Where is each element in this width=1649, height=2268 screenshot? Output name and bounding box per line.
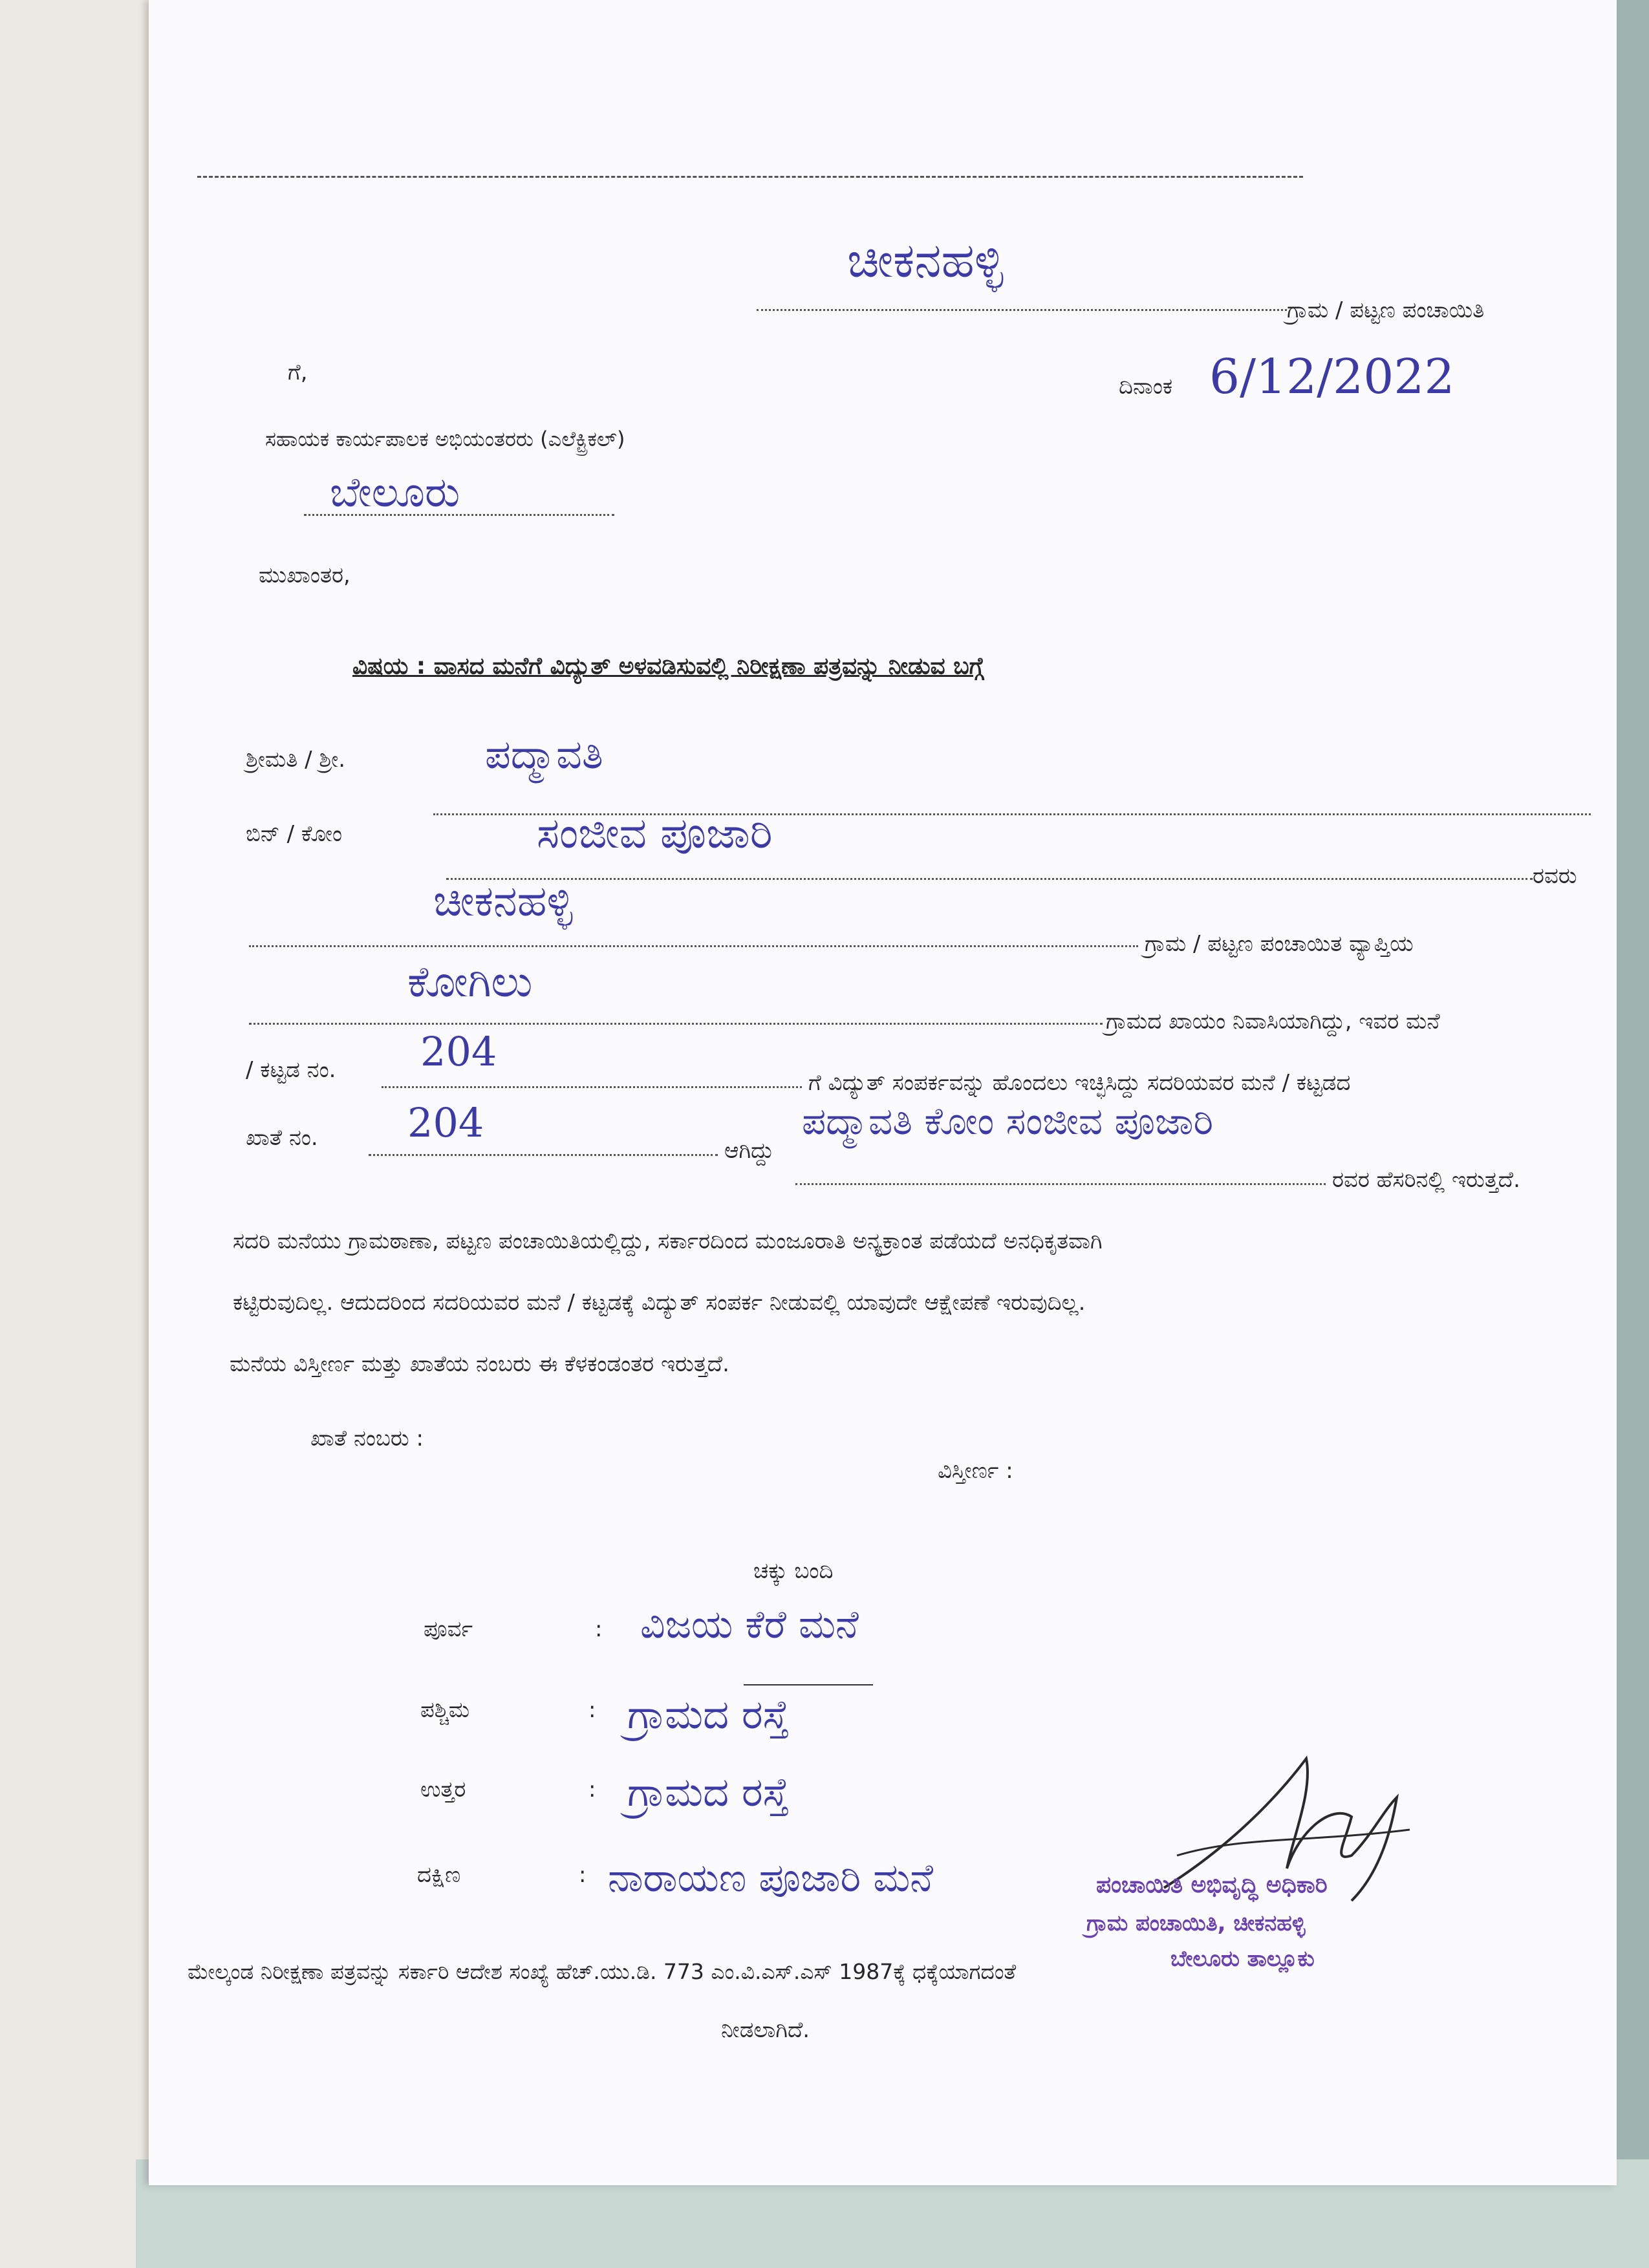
south-value: ನಾರಾಯಣ ಪೂಜಾರಿ ಮನೆ [608,1856,934,1901]
building-no-label: / ಕಟ್ಟಡ ನಂ. [246,1057,336,1083]
building-no: 204 [420,1028,497,1075]
via-label: ಮುಖಾಂತರ, [259,562,350,588]
khata-no: 204 [407,1099,484,1146]
south-colon: : [579,1862,587,1888]
resident-text: ಗ್ರಾಮದ ಖಾಯಂ ನಿವಾಸಿಯಾಗಿದ್ದು, ಇವರ ಮನೆ [1106,1009,1440,1034]
addressee: ಸಹಾಯಕ ಕಾರ್ಯಪಾಲಕ ಅಭಿಯಂತರರು (ಎಲೆಕ್ಟ್ರಿಕಲ್) [265,427,625,451]
east-underline [744,1684,873,1685]
relation-dotted-line [446,878,1533,880]
owner-dotted-line [795,1183,1326,1185]
stamp-line3: ಬೇಲೂರು ತಾಲ್ಲೂಕು [1170,1946,1315,1972]
line10-text: ಕಟ್ಟಿರುವುದಿಲ್ಲ. ಆದುದರಿಂದ ಸದರಿಯವರ ಮನೆ / ಕಟ್ಟಡಕ್ಕೆ ವಿದ್ಯುತ್ ಸಂಪರ್ಕ ನೀಡುವಲ್ಲಿ ಯಾವುದೇ ಆಕ್ಷೇಪಣೆ ಇರುವುದಿಲ್ಲ. [233,1290,1086,1316]
panchayat-label: ಗ್ರಾಮ / ಪಟ್ಟಣ ಪಂಚಾಯಿತಿ [1287,297,1485,323]
stamp-line1: ಪಂಚಾಯಿತಿ ಅಭಿವೃದ್ಧಿ ಅಧಿಕಾರಿ [1096,1872,1328,1898]
line9-text: ಸದರಿ ಮನೆಯು ಗ್ರಾಮಠಾಣಾ, ಪಟ್ಟಣ ಪಂಚಾಯಿತಿಯಲ್ಲಿದ್ದು, ಸರ್ಕಾರದಿಂದ ಮಂಜೂರಾತಿ ಅನ್ಯಕ್ರಾಂತ ಪಡೆಯದೆ ಅನಧಿಕೃತವಾಗಿ [233,1228,1103,1254]
applicant-name: ಪದ್ಮಾವತಿ [485,731,603,778]
north-label: ಉತ್ತರ [420,1777,466,1803]
building-no-dotted-line [382,1086,802,1088]
footer-line1: ಮೇಲ್ಕಂಡ ನಿರೀಕ್ಷಣಾ ಪತ್ರವನ್ನು ಸರ್ಕಾರಿ ಆದೇಶ ಸಂಖ್ಯೆ ಹೆಚ್.ಯು.ಡಿ. 773 ಎಂ.ವಿ.ಎಸ್.ಎಸ್ 1987ಕ್ಕೆ ಧಕ್ಕೆಯಾಗದಂತೆ [188,1959,1017,1984]
place-handwritten: ಬೇಲೂರು [330,469,460,517]
west-value: ಗ್ರಾಮದ ರಸ್ತೆ [627,1691,790,1738]
village-handwritten: ಚೀಕನಹಳ್ಳಿ [847,233,1004,288]
line8-text: ರವರ ಹೆಸರಿನಲ್ಲಿ ಇರುತ್ತದೆ. [1332,1167,1520,1193]
subject: ವಿಷಯ : ವಾಸದ ಮನೆಗೆ ವಿದ್ಯುತ್ ಅಳವಡಿಸುವಲ್ಲಿ ನಿರೀಕ್ಷಣಾ ಪತ್ರವನ್ನು ನೀಡುವ ಬಗ್ಗೆ [352,653,984,679]
date-value: 6/12/2022 [1209,349,1455,405]
khata-number-label: ಖಾತೆ ನಂಬರು : [310,1426,424,1451]
village-name-dotted-line [249,945,1138,947]
east-colon: : [595,1616,603,1642]
east-label: ಪೂರ್ವ [424,1616,473,1642]
ravaru-label: ರವರು [1533,863,1577,889]
khata-label: ಖಾತೆ ನಂ. [246,1125,318,1151]
hamlet-name: ಕೋಗಿಲು [407,957,533,1007]
khata-dotted-line [369,1154,718,1156]
village-name: ಚೀಕನಹಳ್ಳಿ [433,876,573,926]
top-rule [197,176,1303,178]
vyapti-label: ಗ್ರಾಮ / ಪಟ್ಟಣ ಪಂಚಾಯಿತ ವ್ಯಾಪ್ತಿಯ [1145,931,1414,957]
north-value: ಗ್ರಾಮದ ರಸ್ತೆ [627,1768,790,1815]
relation-label: ಬಿನ್ / ಕೋಂ [246,821,343,847]
footer-line2: ನೀಡಲಾಗಿದೆ. [721,2017,810,2043]
date-label: ದಿನಾಂಕ [1119,374,1173,400]
owner-name: ಪದ್ಮಾವತಿ ಕೋಂ ಸಂಜೀವ ಪೂಜಾರಿ [802,1099,1214,1143]
agiddu-label: ಆಗಿದ್ದು [724,1138,774,1164]
boundaries-label: ಚಕ್ಕು ಬಂದಿ [753,1558,834,1584]
south-label: ದಕ್ಷಿಣ [417,1862,461,1888]
to-label: ಗೆ, [288,359,308,385]
west-label: ಪಶ್ಚಿಮ [420,1697,470,1723]
north-colon: : [588,1777,596,1803]
east-value: ವಿಜಯ ಕೆರೆ ಮನೆ [640,1602,859,1647]
hamlet-dotted-line [249,1023,1103,1025]
west-colon: : [588,1697,596,1723]
village-dotted-line [757,309,1287,311]
line11-text: ಮನೆಯ ವಿಸ್ತೀರ್ಣ ಮತ್ತು ಖಾತೆಯ ನಂಬರು ಈ ಕೆಳಕಂಡಂತರ ಇರುತ್ತದೆ. [230,1351,729,1377]
relation-name: ಸಂಜೀವ ಪೂಜಾರಿ [537,808,773,858]
document-page [149,0,1617,2185]
srimati-label: ಶ್ರೀಮತಿ / ಶ್ರೀ. [246,747,346,773]
area-label: ವಿಸ್ತೀರ್ಣ : [938,1458,1013,1484]
line6-text: ಗೆ ವಿದ್ಯುತ್ ಸಂಪರ್ಕವನ್ನು ಹೊಂದಲು ಇಚ್ಛಿಸಿದ್ದು ಸದರಿಯವರ ಮನೆ / ಕಟ್ಟಡದ [808,1070,1351,1096]
stamp-line2: ಗ್ರಾಮ ಪಂಚಾಯಿತಿ, ಚೀಕನಹಳ್ಳಿ [1086,1910,1306,1936]
place-dotted-line [304,514,614,516]
